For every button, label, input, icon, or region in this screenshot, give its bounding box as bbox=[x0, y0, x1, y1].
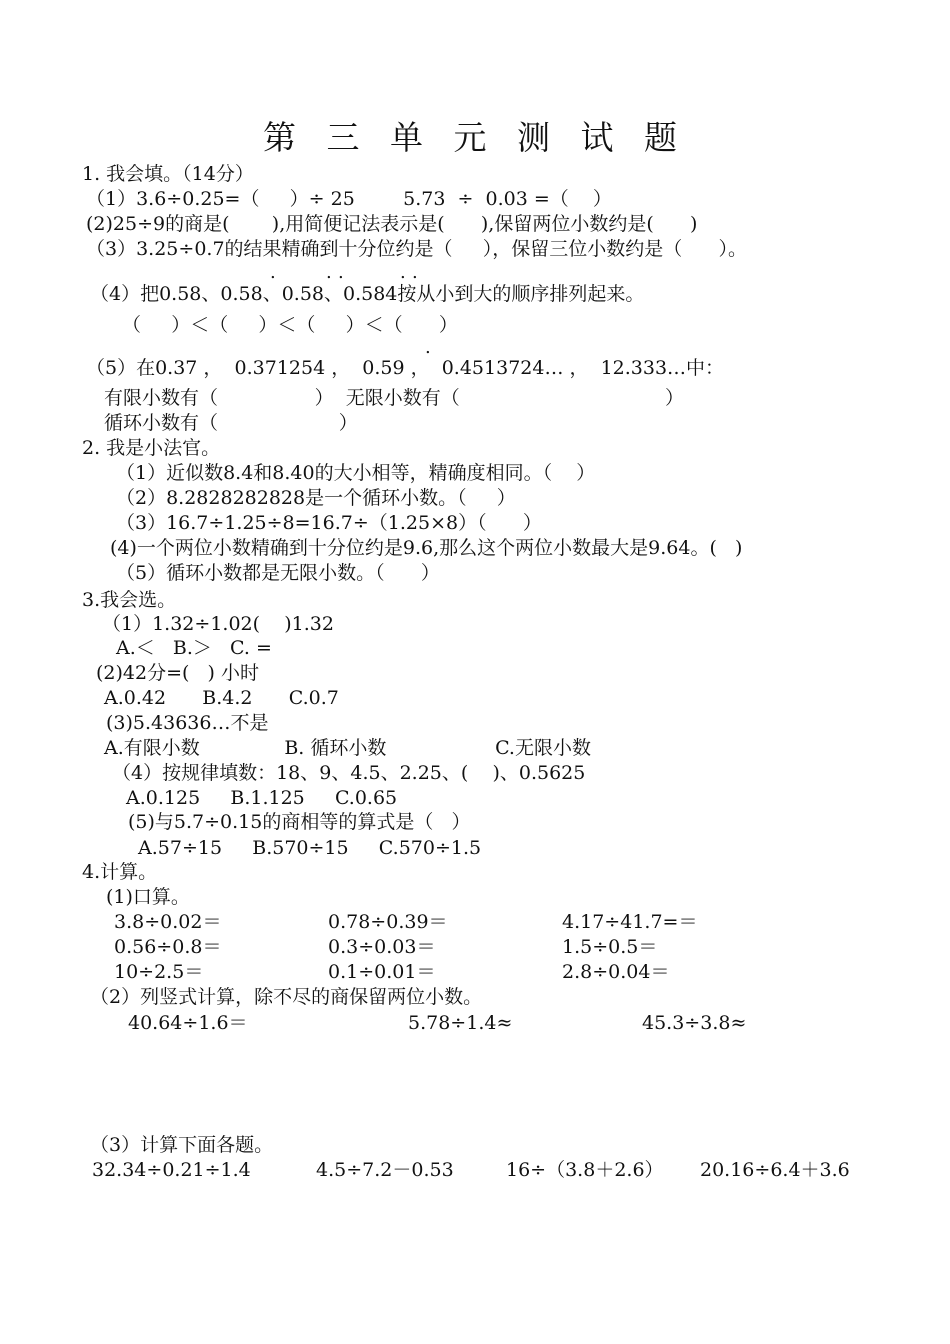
line-s4-oral-1c: 4.17÷41.7=＝ bbox=[562, 911, 698, 933]
line-s4-vert-a: 40.64÷1.6＝ bbox=[128, 1012, 248, 1034]
line-s1-q2: (2)25÷9的商是( ),用简便记法表示是( ),保留两位小数约是( ) bbox=[86, 213, 698, 235]
line-s3-q5-options: A.57÷15 B.570÷15 C.570÷1.5 bbox=[138, 837, 482, 859]
line-s1-q5-finite: 有限小数有（ ） 无限小数有（ ） bbox=[104, 387, 685, 409]
line-s4-oral-1a: 3.8÷0.02＝ bbox=[114, 911, 222, 933]
line-s3-q2: (2)42分=( ) 小时 bbox=[96, 662, 259, 684]
line-s3-q4-options: A.0.125 B.1.125 C.0.65 bbox=[126, 787, 398, 809]
line-s3-q3: (3)5.43636…不是 bbox=[106, 712, 269, 734]
line-s1-q5: （5）在0.37 ， 0.371254 ， 0.59 ， 0.4513724… ， 12.333…中： bbox=[86, 357, 725, 379]
line-s4-oral-3a: 10÷2.5＝ bbox=[114, 961, 204, 983]
line-s3-heading: 3.我会选。 bbox=[82, 589, 177, 611]
line-s4-p2: （2）列竖式计算，除不尽的商保留两位小数。 bbox=[90, 986, 483, 1008]
line-s4-oral-1b: 0.78÷0.39＝ bbox=[328, 911, 448, 933]
line-s3-q1: （1）1.32÷1.02( )1.32 bbox=[102, 613, 334, 635]
line-s4-calc-d: 20.16÷6.4＋3.6 bbox=[700, 1159, 850, 1181]
line-s1-q4: （4）把0.58、0.58、0.58、0.584按从小到大的顺序排列起来。 bbox=[90, 283, 645, 305]
line-s4-p1: (1)口算。 bbox=[106, 886, 190, 908]
repeat-dot: . bbox=[425, 337, 431, 358]
repeat-dot: . bbox=[400, 262, 406, 283]
line-s1-q4-blanks: （ ）＜（ ）＜（ ）＜（ ） bbox=[122, 314, 458, 336]
line-s4-p3: （3）计算下面各题。 bbox=[90, 1134, 274, 1156]
line-s4-oral-2a: 0.56÷0.8＝ bbox=[114, 936, 222, 958]
line-s4-vert-b: 5.78÷1.4≈ bbox=[408, 1012, 513, 1034]
line-s2-q1: （1）近似数8.4和8.40的大小相等，精确度相同。（ ） bbox=[116, 462, 596, 484]
line-s4-heading: 4.计算。 bbox=[82, 861, 158, 883]
line-s3-q5: (5)与5.7÷0.15的商相等的算式是（ ） bbox=[128, 811, 471, 833]
line-s4-vert-c: 45.3÷3.8≈ bbox=[642, 1012, 747, 1034]
line-s1-heading: 1. 我会填。（14分） bbox=[82, 163, 254, 185]
repeat-dot: . bbox=[326, 262, 332, 283]
repeat-dot: . bbox=[270, 262, 276, 283]
line-s1-q5-repeating: 循环小数有（ ） bbox=[104, 412, 358, 434]
line-s4-oral-2b: 0.3÷0.03＝ bbox=[328, 936, 436, 958]
line-s2-q4: (4)一个两位小数精确到十分位约是9.6,那么这个两位小数最大是9.64。( ) bbox=[110, 537, 743, 559]
line-s4-oral-3c: 2.8÷0.04＝ bbox=[562, 961, 670, 983]
line-s2-heading: 2. 我是小法官。 bbox=[82, 437, 221, 459]
line-s4-calc-b: 4.5÷7.2－0.53 bbox=[316, 1159, 454, 1181]
line-s4-oral-3b: 0.1÷0.01＝ bbox=[328, 961, 436, 983]
line-s2-q5: （5）循环小数都是无限小数。（ ） bbox=[116, 562, 440, 584]
line-s4-calc-a: 32.34÷0.21÷1.4 bbox=[92, 1159, 251, 1181]
repeat-dot: . bbox=[338, 262, 344, 283]
line-s2-q3: （3）16.7÷1.25÷8=16.7÷（1.25×8）（ ） bbox=[116, 512, 542, 534]
line-s1-q3: （3）3.25÷0.7的结果精确到十分位约是（ ），保留三位小数约是（ ）。 bbox=[86, 238, 747, 260]
line-s1-q1: （1）3.6÷0.25=（ ）÷ 25 5.73 ÷ 0.03 =（ ） bbox=[86, 188, 612, 210]
line-s3-q4: （4）按规律填数：18、9、4.5、2.25、( )、0.5625 bbox=[112, 762, 586, 784]
line-s3-q1-options: A.＜ B.＞ C. = bbox=[116, 637, 272, 659]
line-s3-q2-options: A.0.42 B.4.2 C.0.7 bbox=[104, 687, 339, 709]
worksheet-title: 第 三 单 元 测 试 题 bbox=[263, 118, 687, 157]
line-s2-q2: （2）8.2828282828是一个循环小数。（ ） bbox=[116, 487, 516, 509]
line-s3-q3-options: A.有限小数 B. 循环小数 C.无限小数 bbox=[104, 737, 591, 759]
line-s4-oral-2c: 1.5÷0.5＝ bbox=[562, 936, 658, 958]
repeat-dot: . bbox=[412, 262, 418, 283]
line-s4-calc-c: 16÷（3.8＋2.6） bbox=[506, 1159, 664, 1181]
